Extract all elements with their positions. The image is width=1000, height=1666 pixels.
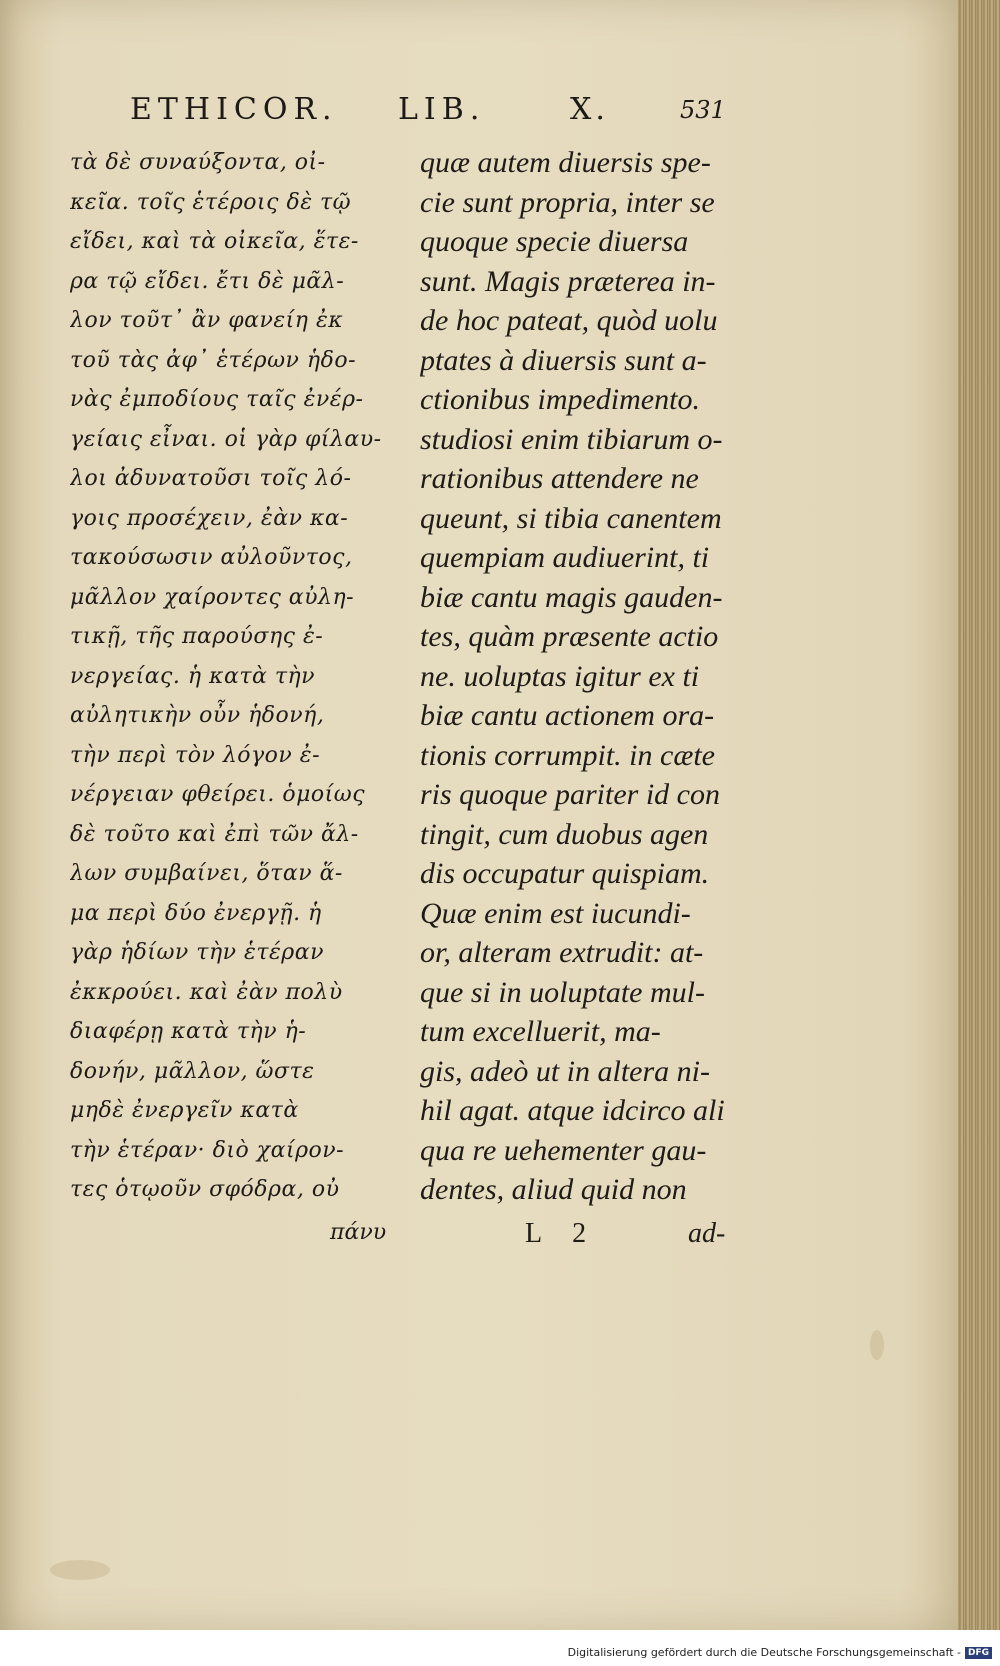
latin-text-line: quoque specie diuersa (420, 225, 689, 258)
greek-text-line: διαφέρῃ κατὰ τὴν ἡ- (70, 1019, 307, 1044)
greek-text-line: τὴν περὶ τὸν λόγον ἐ- (70, 742, 321, 768)
digitization-credit (568, 1646, 992, 1659)
latin-text-line: gis, adeò ut in altera ni- (420, 1054, 710, 1088)
latin-catchword: ad- (688, 1218, 726, 1249)
latin-text-line: biæ cantu magis gauden- (420, 580, 723, 614)
running-head-book: LIB. (398, 92, 486, 127)
greek-text-line: αὐλητικὴν οὖν ἡδονή, (70, 703, 325, 728)
greek-text-line: μηδὲ ἐνεργεῖν κατὰ (70, 1098, 299, 1123)
latin-text-line: tes, quàm præsente actio (420, 620, 719, 653)
greek-column (70, 143, 395, 1210)
greek-text-line: τακούσωσιν αὐλοῦντος, (70, 545, 353, 570)
greek-text-line: λων συμβαίνει, ὅταν ἅ- (70, 861, 343, 886)
latin-column (420, 143, 760, 1210)
running-head (0, 92, 958, 132)
greek-text-line: μᾶλλον χαίροντες αὐλη- (70, 584, 355, 610)
greek-catchword: πάνυ (330, 1220, 387, 1245)
greek-text-line: δὲ τοῦτο καὶ ἐπὶ τῶν ἄλ- (70, 821, 359, 847)
running-head-number: X. (570, 92, 609, 127)
latin-text-line: qua re uehementer gau- (420, 1133, 707, 1167)
latin-text-line: tionis corrumpit. in cæte (420, 738, 715, 772)
latin-text-line: hil agat. atque idcirco ali (420, 1094, 725, 1127)
latin-text-line: studiosi enim tibiarum o- (420, 422, 723, 456)
latin-text-line: queunt, si tibia canentem (420, 501, 722, 535)
latin-text-line: ne. uoluptas igitur ex ti (420, 659, 700, 693)
greek-text-line: γὰρ ἡδίων τὴν ἑτέραν (70, 940, 324, 965)
greek-text-line: τικῇ, τῆς παρούσης ἐ- (70, 624, 324, 649)
greek-text-line: νὰς ἐμποδίους ταῖς ἐνέρ- (70, 387, 364, 412)
latin-text-line: ctionibus impedimento. (420, 383, 700, 416)
latin-text-line: de hoc pateat, quòd uolu (420, 304, 718, 337)
latin-text-line: tum excelluerit, ma- (420, 1015, 661, 1048)
latin-text-line: rationibus attendere ne (420, 462, 699, 495)
folio-number: 531 (680, 96, 726, 124)
dfg-logo: DFG (965, 1647, 992, 1659)
greek-text-line: μα περὶ δύο ἐνεργῇ. ἡ (70, 900, 322, 926)
greek-text-line: λον τοῦτ᾽ ἂν φανείη ἐκ (70, 308, 344, 333)
greek-text-line: τὴν ἑτέραν· διὸ χαίρον- (70, 1137, 345, 1163)
paper-stain (50, 1560, 110, 1580)
latin-text-line: quempiam audiuerint, ti (420, 541, 710, 574)
greek-text-line: ἐκκρούει. καὶ ἐὰν πολὺ (70, 979, 343, 1005)
greek-text-line: νέργειαν φθείρει. ὁμοίως (70, 782, 366, 807)
greek-text-line: εἴδει, καὶ τὰ οἰκεῖα, ἕτε- (70, 229, 359, 254)
greek-text-line: ρα τῷ εἴδει. ἔτι δὲ μᾶλ- (70, 268, 345, 294)
latin-text-line: Quæ enim est iucundi- (420, 896, 691, 930)
credit-text: Digitalisierung gefördert durch die Deutsche Forschungsgemeinschaft - (567, 1646, 961, 1659)
latin-text-line: biæ cantu actionem ora- (420, 699, 715, 732)
greek-text-line: κεῖα. τοῖς ἑτέροις δὲ τῷ (70, 189, 352, 215)
latin-text-line: ris quoque pariter id con (420, 778, 720, 811)
greek-text-line: τὰ δὲ συναύξοντα, οἰ- (70, 150, 326, 175)
latin-text-line: quæ autem diuersis spe- (420, 146, 711, 179)
greek-text-line: λοι ἀδυνατοῦσι τοῖς λό- (70, 466, 352, 491)
latin-text-line: ptates à diuersis sunt a- (420, 343, 707, 377)
latin-text-line: or, alteram extrudit: at- (420, 936, 704, 969)
greek-text-line: γοις προσέχειν, ἐὰν κα- (70, 505, 349, 531)
greek-text-line: τοῦ τὰς ἀφ᾽ ἑτέρων ἡδο- (70, 347, 357, 373)
latin-text-line: dis occupatur quispiam. (420, 857, 710, 890)
greek-text-line: τες ὁτῳοῦν σφόδρα, οὐ (70, 1177, 340, 1202)
page-edge (958, 0, 1000, 1630)
greek-text-line: δονήν, μᾶλλον, ὥστε (70, 1058, 315, 1084)
paper-stain (870, 1330, 884, 1360)
latin-text-line: dentes, aliud quid non (420, 1173, 687, 1206)
signature-mark: L 2 (525, 1218, 599, 1249)
latin-text-line: tingit, cum duobus agen (420, 817, 709, 851)
greek-text-line: νεργείας. ἡ κατὰ τὴν (70, 663, 316, 689)
greek-text-line: γείαις εἶναι. οἱ γὰρ φίλαυ- (70, 426, 382, 452)
latin-text-line: cie sunt propria, inter se (420, 185, 715, 219)
running-head-title: ETHICOR. (130, 92, 338, 127)
latin-text-line: sunt. Magis præterea in- (420, 264, 716, 298)
latin-text-line: que si in uoluptate mul- (420, 975, 705, 1009)
